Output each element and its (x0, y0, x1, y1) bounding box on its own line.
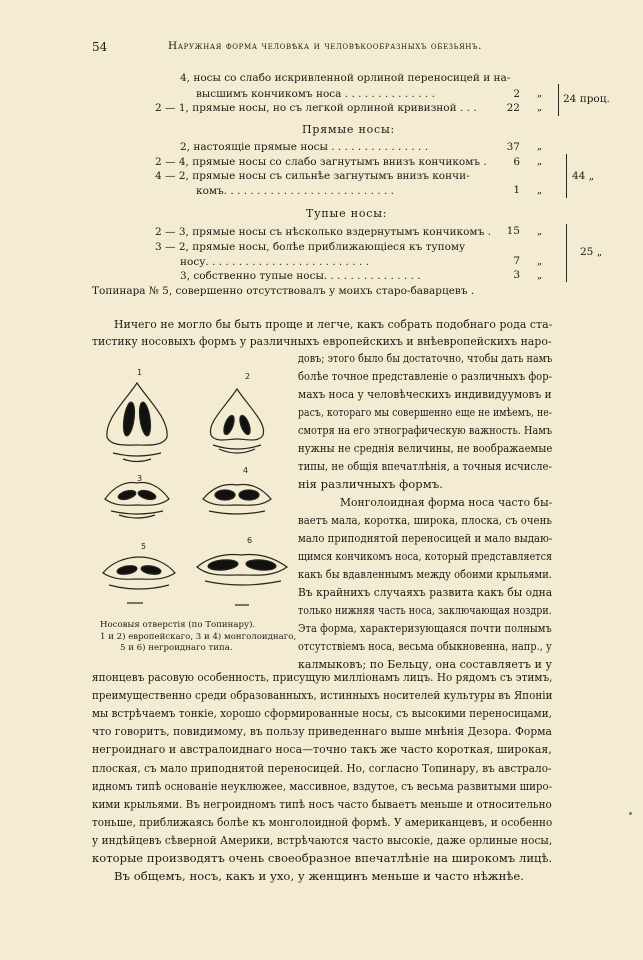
body-line: нужны не среднія величины, не воображаемые (298, 441, 553, 455)
body-line: какъ бы вдавленнымъ между обоими крыльями. (298, 567, 552, 581)
stat-unit: „ (537, 156, 543, 167)
body-line: тоньше, приближаясь болѣе къ монголоидной формѣ. У американцевъ, и особенно (92, 814, 553, 829)
nostril-diagrams (97, 367, 292, 617)
group3-total: 25 „ (580, 246, 603, 258)
body-line: плоская, съ мало приподнятой переносицей. Но, согласно Топинару, въ австрало- (92, 760, 552, 775)
figure-caption-line: Носовыя отверстія (по Топинару). (100, 620, 256, 630)
group-title: Прямые носы: (302, 123, 396, 136)
group1-brace (558, 84, 559, 116)
stat-unit: „ (537, 185, 543, 196)
stat-unit: „ (537, 102, 543, 113)
stat-unit: „ (537, 270, 543, 281)
stat-value: 7 (513, 255, 520, 267)
body-line: что говоритъ, повидимому, въ пользу приведеннаго выше мнѣнія Дезора. Форма (92, 724, 552, 739)
stat-row: 3 — 2, прямые носы, болѣе приближающіеся къ тупому (155, 241, 466, 253)
body-line: Ничего не могло бы быть проще и легче, какъ собрать подобнаго рода ста- (114, 317, 553, 331)
stat-value: 15 (506, 225, 520, 237)
page-speck (629, 812, 632, 815)
stat-row: 4 — 2, прямые носы съ сильнѣе загнутымъ внизъ кончи- (155, 170, 470, 182)
body-line: типы, не общія впечатлѣнія, а точныя исчисле- (298, 459, 552, 473)
stat-value: 37 (506, 141, 520, 153)
body-line: Монголоидная форма носа часто бы- (340, 495, 553, 509)
fig-label-6: 6 (247, 536, 253, 545)
body-line: мы встрѣчаемъ тонкіе, хорошо сформированные носы, съ высокими переносицами, (92, 706, 552, 721)
stat-row: комъ. . . . . . . . . . . . . . . . . . . . . . . . . . (196, 185, 394, 197)
stat-unit: „ (537, 256, 543, 267)
body-line: довъ; этого было бы достаточно, чтобы дать намъ (298, 351, 553, 365)
body-line: смотря на его этнографическую важность. Намъ (298, 423, 553, 437)
stat-row: 4, носы со слабо искривленной орлиной переносицей и на- (180, 72, 511, 84)
fig-label-5: 5 (141, 542, 147, 551)
group-title: Тупые носы: (306, 207, 388, 220)
body-line: калмыковъ; по Бельцу, она составляетъ и у (298, 657, 552, 671)
stat-unit: „ (537, 141, 543, 152)
body-line: ваетъ мала, коротка, широка, плоска, съ очень (298, 513, 552, 527)
stat-row: 2 — 1, прямые носы, но съ легкой орлиной кривизной . . . (155, 102, 477, 114)
stat-footer: Топинара № 5, совершенно отсутствовалъ у моихъ старо-баварцевъ . (92, 285, 475, 297)
body-line: отсутствіемъ носа, весьма обыкновенна, напр., у (298, 639, 552, 653)
body-line: Въ общемъ, носъ, какъ и ухо, у женщинъ меньше и часто нѣжнѣе. (114, 869, 525, 884)
figure-caption-line: 1 и 2) европейскаго, 3 и 4) монголоиднаго, (100, 632, 297, 642)
stat-row: 3, собственно тупые носы. . . . . . . . . . . . . . . (180, 270, 421, 282)
body-line: у индѣйцевъ сѣверной Америки, встрѣчаются часто высокіе, даже орлиные носы, (92, 832, 553, 847)
body-line: Эта форма, характеризующаяся почти полнымъ (298, 621, 552, 635)
body-line: кими крыльями. Въ негроидномъ типѣ носъ часто бываетъ меньше и относительно (92, 796, 552, 811)
stat-value: 3 (513, 269, 520, 281)
nose-figure (97, 367, 292, 617)
stat-row: высшимъ кончикомъ носа . . . . . . . . . . . . . . (196, 88, 435, 100)
body-line: только нижняя часть носа, заключающая ноздри. (298, 603, 552, 617)
stat-row: 2 — 3, прямые носы съ нѣсколько вздернутымъ кончикомъ . (155, 226, 491, 238)
group3-brace (566, 224, 567, 282)
body-line: Въ крайнихъ случаяхъ развита какъ бы одна (298, 585, 553, 599)
group2-total: 44 „ (572, 170, 595, 182)
body-line: которые производятъ очень своеобразное впечатлѣніе на широкомъ лицѣ. (92, 851, 553, 865)
body-line: тистику носовыхъ формъ у различныхъ европейскихъ и внѣевропейскихъ наро- (92, 334, 552, 348)
body-line: мало приподнятой переносицей и мало выдаю- (298, 531, 553, 545)
body-line: щимся кончикомъ носа, который представляется (298, 549, 553, 563)
body-line: японцевъ расовую особенность, присущую милліонамъ лицъ. Но рядомъ съ этимъ, (92, 670, 553, 684)
stat-value: 2 (513, 88, 520, 100)
body-line: махъ носа у человѣческихъ индивидуумовъ и (298, 387, 552, 401)
fig-label-2: 2 (245, 372, 251, 381)
body-line: нія различныхъ формъ. (298, 477, 444, 491)
stat-row: носу. . . . . . . . . . . . . . . . . . . . . . . . . (180, 256, 369, 268)
stat-value: 1 (513, 184, 520, 196)
group2-brace (566, 154, 567, 198)
stat-unit: „ (537, 226, 543, 237)
stat-value: 22 (506, 102, 520, 114)
body-line: идномъ типѣ основаніе неуклюжее, массивное, вздутое, съ весьма развитыми широ- (92, 778, 553, 793)
body-line: негроиднаго и австралоиднаго носа—точно такъ же часто короткая, широкая, (92, 742, 552, 757)
body-line: расъ, котораго мы совершенно еще не имѣемъ, не- (298, 405, 553, 419)
stat-row: 2 — 4, прямые носы со слабо загнутымъ внизъ кончикомъ . (155, 156, 487, 168)
body-line: преимущественно среди образованныхъ, истинныхъ носителей культуры въ Японіи (92, 688, 553, 703)
running-title: Наружная форма человѣка и человѣкообразныхъ обезьянъ. (168, 40, 483, 52)
group1-total: 24 проц. (563, 93, 610, 105)
fig-label-3: 3 (137, 474, 143, 483)
figure-caption-line: 5 и 6) негроиднаго типа. (120, 643, 233, 653)
stat-unit: „ (537, 88, 543, 99)
stat-value: 6 (513, 156, 520, 168)
body-line: болѣе точное представленіе о различныхъ фор- (298, 369, 553, 383)
fig-label-1: 1 (137, 368, 143, 377)
stat-row: 2, настоящіе прямые носы . . . . . . . . . . . . . . . (180, 141, 429, 153)
fig-label-4: 4 (243, 466, 249, 475)
page-number: 54 (92, 40, 108, 54)
